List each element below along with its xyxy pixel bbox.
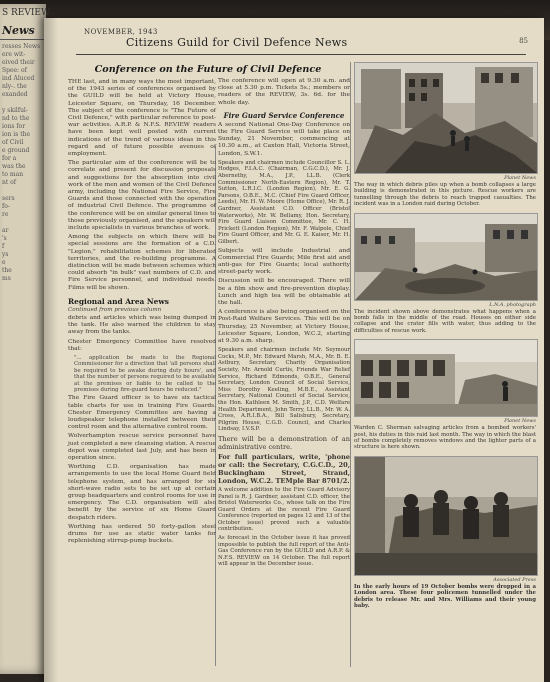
anti-gas-paragraph: As forecast in the October issue it has proved impossible to publish the full report of the Anti-Gas Conference run by the GUILD and A.R.P. & N.F.S. REVIEW on 14 October. The full report will appear in the December issue. (218, 535, 350, 568)
previous-page-line: for a (2, 155, 17, 162)
previous-page-line: nly-. the (2, 83, 27, 90)
photo-debris-building (354, 62, 538, 174)
page-title: Citizens Guild for Civil Defence News (126, 36, 348, 49)
previous-page-line: 's (2, 235, 7, 242)
photo-crater-street (354, 213, 538, 301)
fire-guard-heading: Fire Guard Service Conference (223, 110, 345, 120)
photo-caption: In the early hours of 19 October bombs were dropped in a London area. These four policemen tunnelled under the debris to release Mr. and Mrs. Williams and their young baby. (354, 583, 536, 610)
regional-paragraph: The Fire Guard officer is to have six tactical table charts for use in training Fire Guards. Chester Emergency Committee are having a loudspeaker telephone installed between their control room and the alternative control room. (68, 395, 216, 431)
photo-caption: The incident shown above demonstrates what happens when a bomb falls in the middle of the road. Houses on either side collapse and the crater fills with water, thus adding to the difficulties of rescue work. (354, 308, 536, 334)
regional-paragraph: Worthing C.D. organisation has made arrangements to use the local Home Guard field telephone system, and has arranged for six short-wave radio sets to be set up at certain group headquarters and control rooms for use in emergency. The C.D. organisation will also benefit by the service of six Home Guard despatch riders. (68, 464, 216, 521)
previous-page-line (2, 347, 44, 355)
previous-page-line: of Civil (2, 139, 24, 146)
previous-page-line: ar (2, 227, 9, 234)
regional-paragraph: debris and articles which was being dumped in the tank. He also warned the children to stay away from the tanks. (68, 314, 216, 336)
previous-page-line: ion is the (2, 131, 31, 138)
article-paragraph: The particular aim of the conference will be to correlate and present for discussion proposals and suggestions for the absorption into civil work of the men and women of the Civil Defence army, including the National Fire Service, Fire Guards and those connected with the operation of industrial Civil Defence. The programme of the conference will be on similar general lines to those previously organised, and the speakers will include specialists in various branches of work. (68, 160, 216, 232)
previous-page-text (0, 40, 46, 358)
article-paragraph: The conference will open at 9.30 a.m. and close at 5.30 p.m. Tickets 5s.; members or readers of the REVIEW, 3s. 6d. for the whole day. (218, 78, 350, 106)
previous-page-line: e (2, 259, 6, 266)
photo-credit: L.N.A. photograph (489, 301, 536, 308)
regional-quote: "... application be made to the Regional Commissioner for a direction that 'all persons shall be required to be awake during duty hours', and that the number of persons required to be available at the premises or liable to be called to the premises during fire-guard hours be reduced." (74, 354, 216, 393)
article-title: Conference on the Future of Civil Defence (94, 64, 322, 75)
previous-page-line (2, 339, 44, 347)
previous-page-line (2, 299, 44, 307)
regional-paragraph: Chester Emergency Committee have resolved that: (68, 338, 216, 352)
regional-paragraph: Wolverhampton rescue service personnel have just completed a new cleansing station. A rescue depot was completed last July, and has been in operation since. (68, 433, 216, 461)
previous-page-line: nd to the (2, 115, 30, 122)
photo-caption: Warden C. Sherman salvaging articles from a bombed workers' post, his duties in this raid last month. The way in which the blast of bombs completely removes windows and the lighter parts of a structure is here shown. (354, 425, 536, 451)
fire-guard-paragraph: A second National One-Day Conference on the Fire Guard Service will take place on Sunday, 21 November, commencing at 10.30 a.m., at Caxton Hall, Victoria Street, London, S.W.1. (218, 121, 350, 157)
photo-credit: Planet News (504, 418, 536, 425)
previous-page-line: ere wit- (2, 51, 26, 58)
photo-police-rescue (354, 456, 538, 576)
fire-guard-paragraph: Subjects will include Industrial and Commercial Fire Guards; Mile first aid and anti-gas for Fire Guards; local authority street-party work. (218, 247, 350, 276)
previous-page-line: sers (2, 195, 15, 202)
column-divider (350, 62, 351, 667)
welfare-paragraph: A conference is also being organised on the Post-Raid Welfare Services. This will be on Thursday, 25 November, at Victory House, Leicester Square, London, W.C.2, starting at 9.30 a.m. sharp. (218, 309, 350, 344)
welfare-paragraph: There will be a demonstration of an administrative centre. (218, 434, 350, 451)
photo-wardens-post (354, 339, 538, 417)
previous-page-line: ms (2, 275, 11, 282)
previous-page-line: the (2, 267, 12, 274)
header-rule (76, 54, 526, 55)
previous-page-line: e ground (2, 147, 30, 154)
photo-credit: Associated Press (493, 576, 536, 583)
previous-page-line: to man (2, 171, 24, 178)
previous-page-line: was the (2, 163, 26, 170)
previous-page-line (2, 187, 44, 195)
previous-page-line (2, 315, 44, 323)
previous-page-line: f (2, 243, 5, 250)
previous-page-header: S REVIEW (2, 8, 51, 18)
previous-page-line: ions for (2, 123, 26, 130)
previous-page-line: nt of (2, 179, 17, 186)
previous-page-line: re (2, 211, 9, 218)
previous-page-line: exanded (2, 91, 28, 98)
previous-page-line (2, 323, 44, 331)
previous-page-line: y skilful- (2, 107, 28, 114)
previous-page-line (2, 219, 44, 227)
page-number: 85 (519, 37, 528, 45)
page-header (64, 26, 534, 52)
previous-page-line: Spee: of (2, 67, 27, 74)
previous-page-line (2, 307, 44, 315)
page-gutter-shadow (44, 18, 58, 682)
regional-paragraph: Worthing has ordered 50 forty-gallon steel drums for use as static water tanks for replenishing stirrup-pump buckets. (68, 523, 216, 545)
regional-news-heading: Regional and Area News (68, 296, 169, 306)
photo-credit: Planet News (504, 175, 536, 181)
advisory-panel-paragraph: A welcome addition to the Fire Guard Advisory Panel is R. J. Gardner, assistant C.D. officer, the Bristol Waterworks Co., whose talk on the Fire Guard Orders at the recent Fire Guard Conference (reported on pages 12 and 13 of the October issue) proved such a valuable contribution. (218, 486, 350, 533)
previous-page-line (2, 331, 44, 339)
contact-paragraph: For full particulars, write, 'phone or call: the Secretary, C.G.C.D., 20, Buckingham Street, Strand, London, W.C.2. TEMple Bar 8701/2. (218, 452, 350, 485)
previous-page-line: ys (2, 251, 9, 258)
previous-page-line (2, 291, 44, 299)
issue-date: NOVEMBER, 1943 (84, 28, 158, 36)
fire-guard-speakers: Speakers and chairmen include Councillor S. L. Hodges, F.I.A.C. (Chairman, C.G.C.D.), Mr. J. Abernethy, M.A., J.P., LL.B. (Clerk Commissioner North-Eastern Region), Mr. T. Sutton, L.R.I.C. (London Region), Mr. E. G. Parsons, O.B.E., M.C. (Chief Fire Guard Officer, Leeds), Mr. H. W. Moore (Home Office), Mr. R. J. Gardner, Assistant C.D. Officer (Bristol Waterworks), Mr. W. Bellamy, Hon. Secretary, Fire Guard Liaison Committee, Mr. C. H. Prickett (London Region), Mr. F. Walpole, Chief Fire Guard Officer, and Mr. G. E. Kaiser, Mr. H. Gilbert. (218, 159, 350, 245)
previous-page-line: eived their (2, 59, 35, 66)
previous-page-edge (0, 4, 51, 674)
photo-caption: The way in which debris piles up when a bomb collapses a large building is demonstrated in this picture. Rescue workers are tunnelling through the debris to reach trapped casualties. The incident was in a London raid during October. (354, 182, 536, 208)
fire-guard-paragraph: Discussion will be encouraged. There will be a film show and fire-prevention display. Lunch and high tea will be obtainable at the hall. (218, 278, 350, 306)
previous-page-section: News (0, 18, 46, 40)
previous-page-line (2, 99, 44, 107)
magazine-page (44, 18, 544, 682)
article-paragraph: Among the subjects on which there will be special sessions are the formation of a C.D. "Legion," rehabilitation schemes for liberated territories, and the re-building programme. A distinction will be made between schemes which could absorb "in bulk" vast numbers of C.D. and Fire Service personnel, and individual needs. Films will be shown. (68, 234, 216, 291)
previous-page-line: resses News (2, 43, 41, 50)
welfare-speakers: Speakers and chairmen include Mr. Seymour Cocks, M.P., Mr. Edward Marsh, M.A., Mr. B. E. Astbury, Secretary, Charity Organisation Society, Mr. Arnold Curtis, Friends War Relief Service, Richard Edmonds, O.B.E., General Secretary, London Council of Social Service, Miss Dorothy Keeling, M.B.E., Assistant Secretary, National Council of Social Service, the Hon. Kathleen M. Smith, J.P., C.D. Welfare Health Department, John Terry, LL.B., Mr. W. A. Cross, A.R.I.B.A., Bill Salisbury, Secretary, Pilgrim House, C.G.D. Council, and Charles Lindsay, I.V.S.P. (218, 347, 350, 433)
photo-column (354, 58, 536, 678)
column-2 (218, 58, 350, 678)
regional-news-continued: Continued from previous column (68, 306, 162, 313)
previous-page-line: ind Aluced (2, 75, 35, 82)
previous-page-line (2, 283, 44, 291)
article-paragraph: THE last, and in many ways the most important, of the 1943 series of conferences organised by the GUILD will be held at Victory House, Leicester Square, on Thursday, 16 December. The subject of the conference is "The Future of Civil Defence," with particular reference to post-war activities. A.R.P. & N.F.S. REVIEW readers have been kept well posted with current indications of the trend of various ideas in this regard and of future possible avenues of employment. (68, 79, 216, 158)
previous-page-line: fo- (2, 203, 10, 210)
